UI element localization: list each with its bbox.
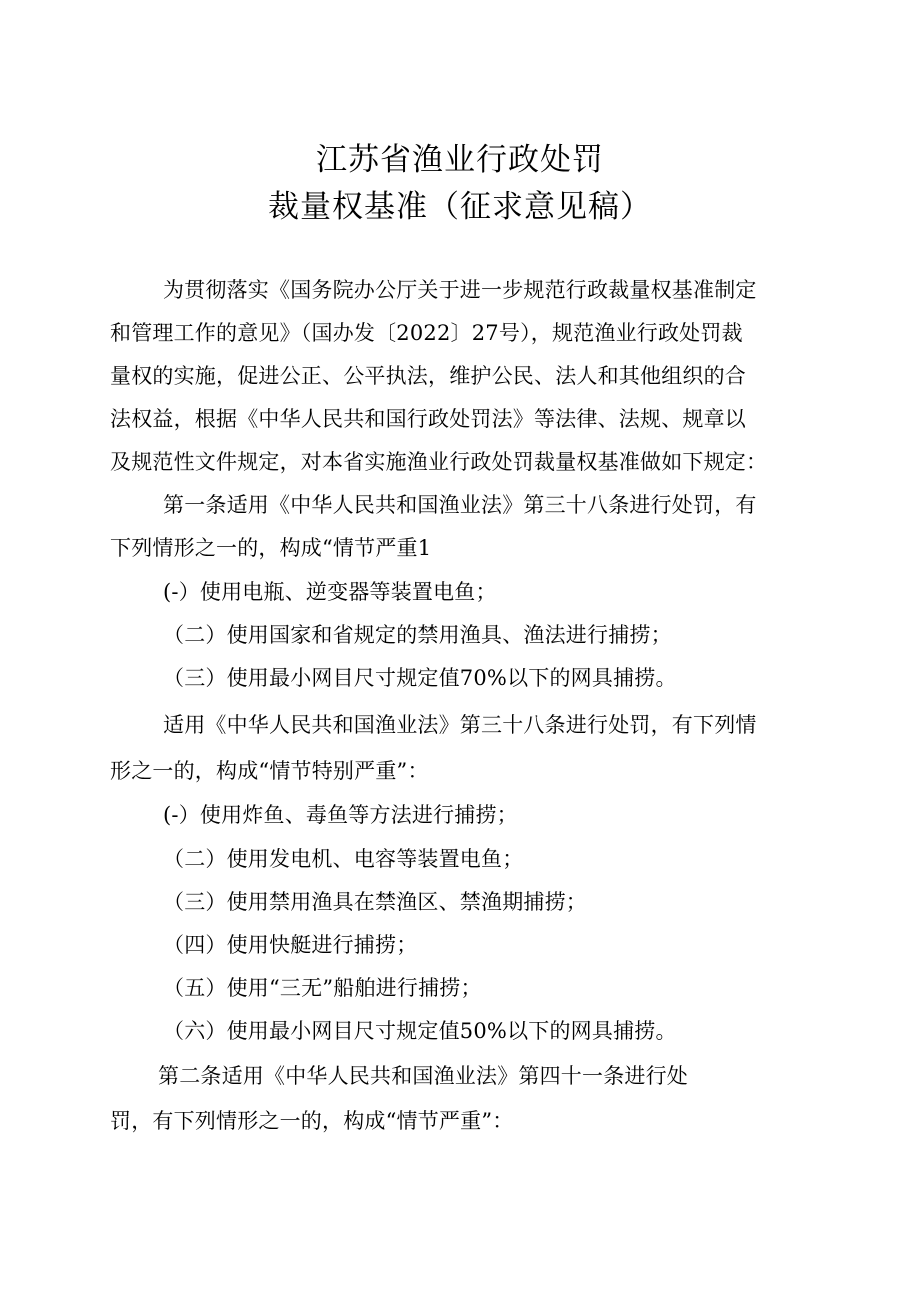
list-item: （二）使用国家和省规定的禁用渔具、渔法进行捕捞； — [163, 623, 672, 647]
paragraph-line: 第一条适用《中华人民共和国渔业法》第三十八条进行处罚，有 — [163, 493, 757, 517]
document-title-line-1: 江苏省渔业行政处罚 — [316, 142, 604, 178]
list-item: （三）使用最小网目尺寸规定值70%以下的网具捕捞。 — [163, 666, 677, 690]
document-title-line-2: 裁量权基准（征求意见稿） — [268, 189, 652, 225]
paragraph-line: 适用《中华人民共和国渔业法》第三十八条进行处罚，有下列情 — [163, 713, 757, 737]
list-item: （二）使用发电机、电容等装置电鱼； — [163, 847, 524, 871]
list-item: （四）使用快艇进行捕捞； — [163, 933, 418, 957]
paragraph-line: 下列情形之一的，构成“情节严重1 — [110, 536, 432, 560]
paragraph-line: 和管理工作的意见》（国办发〔2022〕27号），规范渔业行政处罚裁 — [110, 321, 743, 345]
paragraph-line: 罚，有下列情形之一的，构成“情节严重”： — [110, 1109, 514, 1133]
list-item: （六）使用最小网目尺寸规定值50%以下的网具捕捞。 — [163, 1019, 677, 1043]
list-item: (-）使用炸鱼、毒鱼等方法进行捕捞； — [163, 803, 518, 827]
paragraph-line: 第二条适用《中华人民共和国渔业法》第四十一条进行处 — [158, 1064, 688, 1088]
paragraph-line: 形之一的，构成“情节特别严重”： — [110, 759, 429, 783]
paragraph-line: 量权的实施，促进公正、公平执法，维护公民、法人和其他组织的合 — [110, 364, 746, 388]
list-item: （五）使用“三无”船舶进行捕捞； — [163, 976, 482, 1000]
paragraph-line: 法权益，根据《中华人民共和国行政处罚法》等法律、法规、规章以 — [110, 407, 746, 431]
paragraph-line: 及规范性文件规定，对本省实施渔业行政处罚裁量权基准做如下规定： — [110, 450, 768, 474]
paragraph-line: 为贯彻落实《国务院办公厅关于进一步规范行政裁量权基准制定 — [163, 278, 757, 302]
list-item: (-）使用电瓶、逆变器等装置电鱼； — [163, 580, 497, 604]
list-item: （三）使用禁用渔具在禁渔区、禁渔期捕捞； — [163, 890, 587, 914]
